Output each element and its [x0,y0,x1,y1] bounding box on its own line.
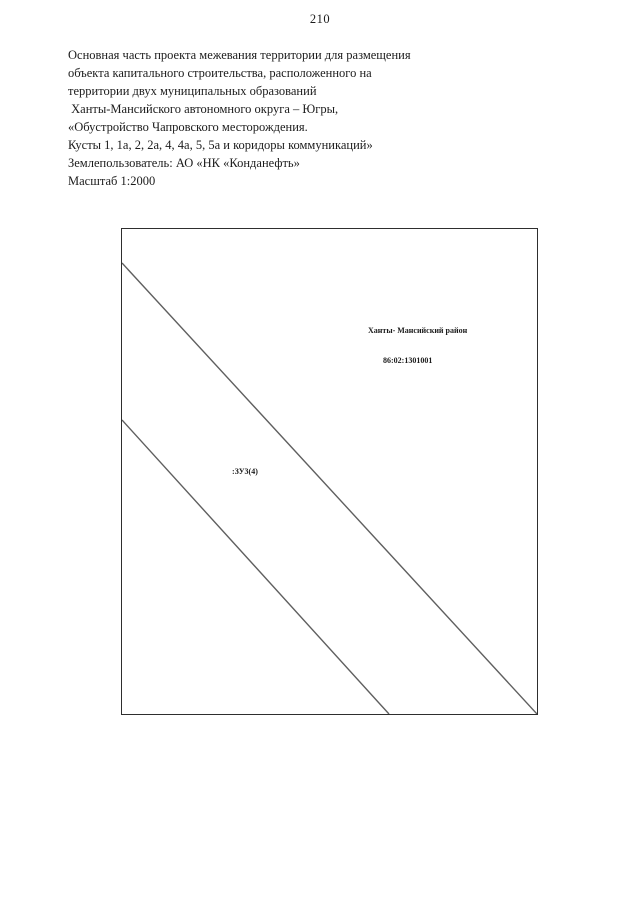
site-plan-frame [121,228,538,715]
parcel-label: :ЗУ3(4) [232,467,258,476]
description-line: Масштаб 1:2000 [68,174,156,188]
district-label: Ханты- Мансийский район [368,326,468,335]
description-line: «Обустройство Чапровского месторождения. [68,120,308,134]
description-line: Основная часть проекта межевания территории для размещения [68,48,411,62]
project-description [68,46,488,190]
cadastral-quarter-label: 86:02:1301001 [383,356,433,365]
description-line: территории двух муниципальных образований [68,84,317,98]
parcel-boundary-line [122,420,389,714]
description-line: Кусты 1, 1а, 2, 2а, 4, 4а, 5, 5а и коридоры коммуникаций» [68,138,373,152]
page-number: 210 [309,12,331,26]
boundary-lines-svg [122,229,537,714]
description-line: Землепользователь: АО «НК «Конданефть» [68,156,300,170]
description-line: объекта капитального строительства, расположенного на [68,66,372,80]
description-line: Ханты-Мансийского автономного округа – Югры, [68,102,339,116]
